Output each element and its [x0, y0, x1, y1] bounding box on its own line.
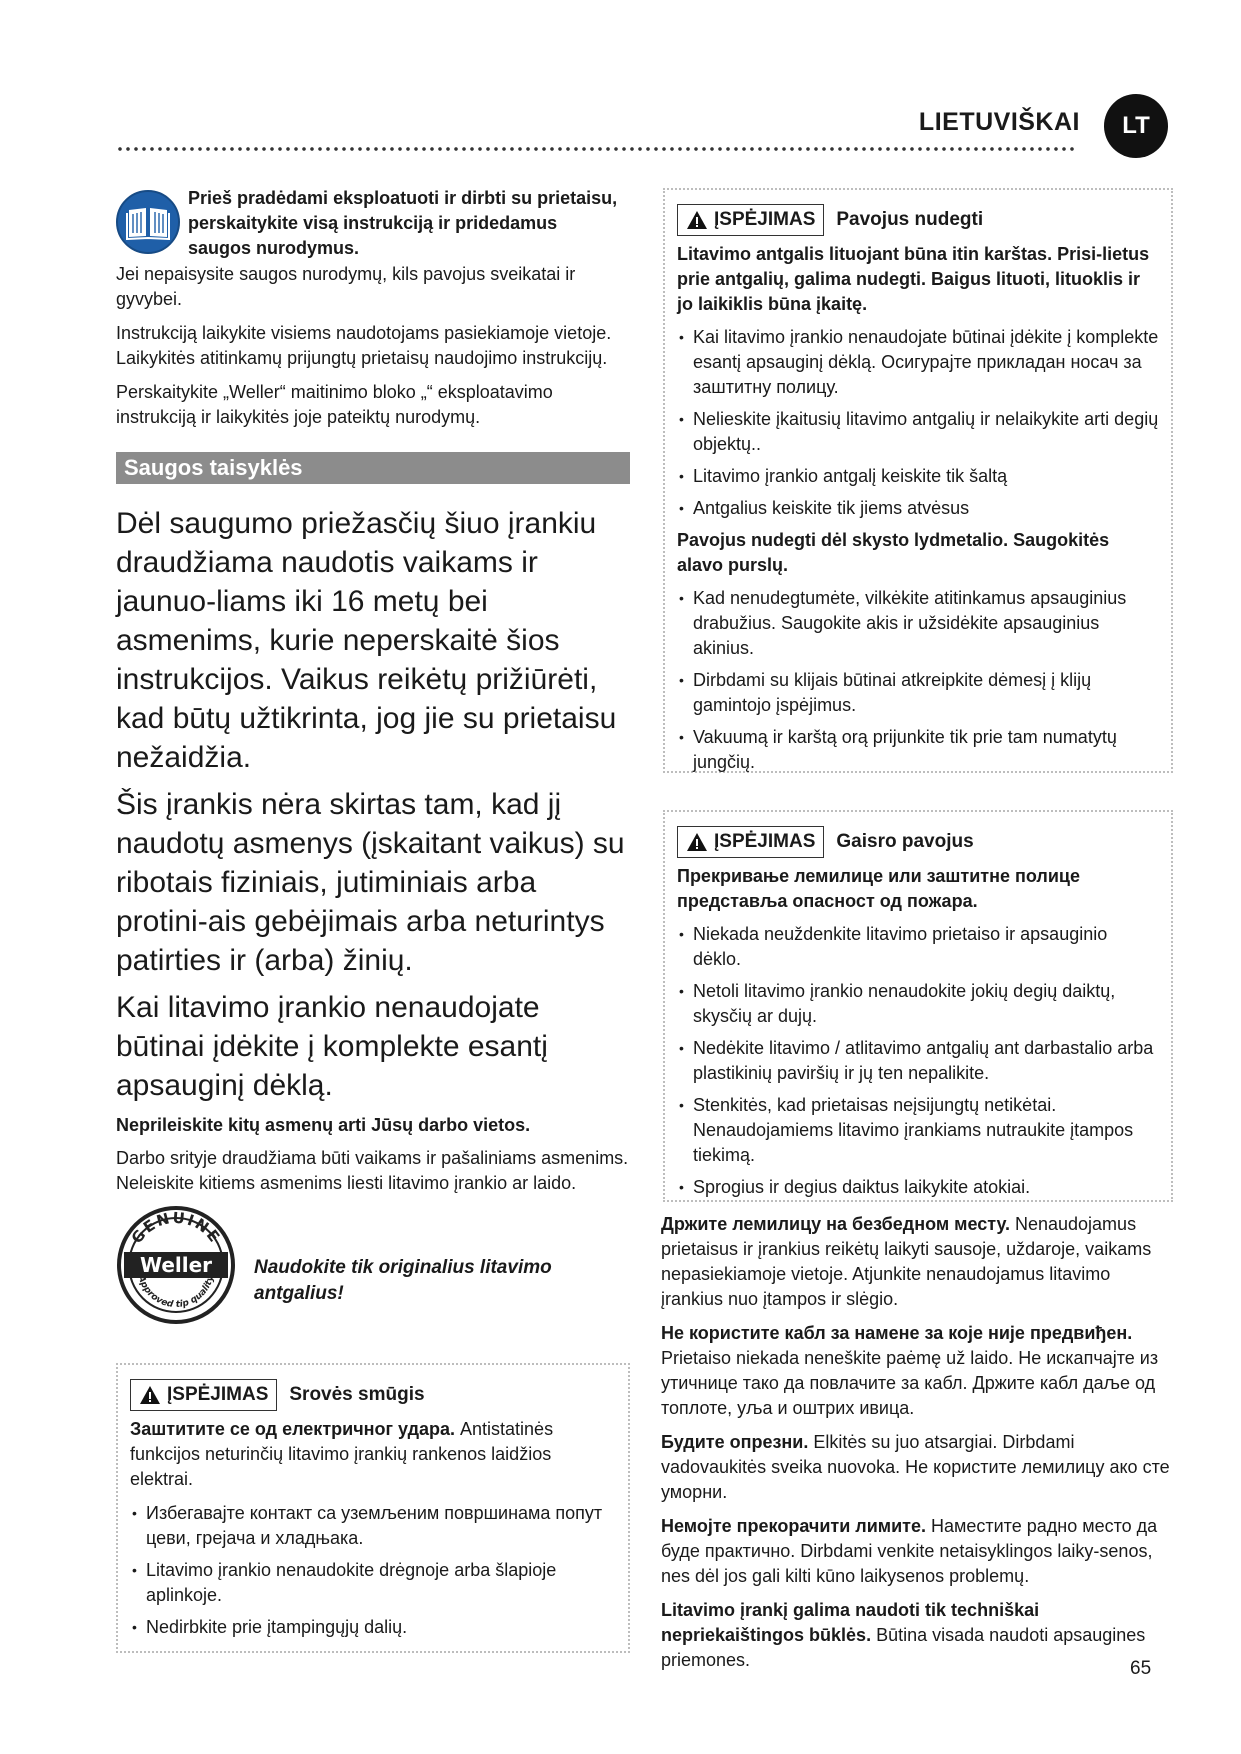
seal-bottom-text: Approved tip quality: [135, 1274, 217, 1311]
seal-top-text: GENUINE: [127, 1208, 225, 1247]
left-column: [116, 186, 630, 1653]
warning-title: Gaisro pavojus: [836, 831, 974, 852]
list-item: • Litavimo įrankio nenaudokite drėgnoje arba šlapioje aplinkoje.: [130, 1558, 616, 1608]
paragraph-bold: Будите опрезни.: [661, 1432, 809, 1452]
warning-list: [677, 325, 1159, 521]
list-item: • Litavimo įrankio antgalį keiskite tik šaltą: [677, 464, 1159, 489]
warning-label: [677, 204, 824, 236]
intro-paragraph-2: Instrukciją laikykite visiems naudotojams pasiekiamoje vietoje. Laikykitės atitinkamų prijungtų prietaisų naudojimo instrukcijų.: [116, 323, 612, 368]
seal-brand-text: Weller: [139, 1253, 213, 1277]
workplace-paragraph: Darbo srityje draudžiama būti vaikams ir pašaliniams asmenims. Neleiskite kitiems asmenims liesti litavimo įrankio ar laido.: [116, 1148, 629, 1193]
warning-title: Srovės smūgis: [289, 1384, 425, 1405]
paragraph-rest: Наместите радно место да буде практично. Dirbdami venkite netaisyklingos laiky-senos, nes dėl jos gali kilti kūno laikysenos problemų.: [661, 1516, 1158, 1586]
warning-label-text: ĮSPĖJIMAS: [167, 1384, 269, 1405]
genuine-tips-block: [116, 1205, 630, 1325]
warning-label: [130, 1379, 277, 1411]
warning-triangle-icon: [686, 210, 708, 230]
list-item: • Kad nenudegtumėte, vilkėkite atitinkamus apsauginius drabužius. Saugokite akis ir užsidėkite apsauginius akinius.: [677, 586, 1159, 661]
list-item: • Nelieskite įkaitusių litavimo antgalių ir nelaikykite arti degių objektų..: [677, 407, 1159, 457]
warning-box-electric-shock: [116, 1363, 630, 1653]
language-badge: LT: [1104, 94, 1168, 158]
warning-lead: Прекривање лемилице или заштитне полице представља опасност од пожара.: [677, 866, 1080, 911]
language-title: LIETUVIŠKAI: [918, 108, 1080, 136]
warning-triangle-icon: [139, 1385, 161, 1405]
list-item: • Kai litavimo įrankio nenaudojate būtinai įdėkite į komplekte esantį apsauginį dėklą. Осигурајте прикладан носач за заштитну полицу.: [677, 325, 1159, 400]
limits-paragraph: [661, 1514, 1173, 1589]
warning-lead-2: Pavojus nudegti dėl skysto lydmetalio. Saugokitės alavo purslų.: [677, 530, 1110, 575]
list-item: • Niekada neuždenkite litavimo prietaiso ir apsauginio dėklo.: [677, 922, 1159, 972]
safety-big-paragraph-1: Dėl saugumo priežasčių šiuo įrankiu draudžiama naudotis vaikams ir jaunuo-liams iki 16 metų bei asmenims, kurie neperskaitė šios instrukcijos. Vaikus reikėtų prižiūrėti, kad būtų užtikrinta, jog jie su prietaisu nežaidžia.: [116, 507, 617, 774]
warning-lead: [130, 1417, 616, 1492]
list-item: • Sprogius ir degius daiktus laikykite atokiai.: [677, 1175, 1159, 1200]
warning-label-text: ĮSPĖJIMAS: [714, 209, 816, 230]
safety-big-paragraph-3: Kai litavimo įrankio nenaudojate būtinai įdėkite į komplekte esantį apsauginį dėklą.: [116, 991, 548, 1102]
intro-block: [116, 186, 630, 256]
warning-lead-rest: Antistatinės funkcijos neturinčių litavimo įrankių rankenos laidžios elektrai.: [130, 1419, 554, 1489]
intro-paragraph-1: Jei nepaisysite saugos nurodymų, kils pavojus sveikatai ir gyvybei.: [116, 264, 576, 309]
paragraph-rest: Elkitės su juo atsargiai. Dirbdami vadovaukitės sveika nuovoka. Не користите лемилицу ако сте уморни.: [661, 1432, 1170, 1502]
warning-lead-bold: Заштитите се од електричног удара.: [130, 1419, 456, 1439]
paragraph-bold: Litavimo įrankį galima naudoti tik techniškai nepriekaištingos būklės.: [661, 1600, 1040, 1645]
warning-title: Pavojus nudegti: [836, 209, 984, 230]
warning-lead: Litavimo antgalis lituojant būna itin karštas. Prisi-lietus prie antgalių, galima nudegti. Baigus lituoti, lituoklis ir jo laikiklis būna įkaitę.: [677, 244, 1150, 314]
warning-box-fire: [663, 810, 1173, 1202]
warning-list: [677, 922, 1159, 1200]
warning-header: [677, 826, 1159, 858]
list-item: • Nedėkite litavimo / atlitavimo antgalių ant darbastalio arba plastikinių paviršių ir jų ten nepalikite.: [677, 1036, 1159, 1086]
warning-triangle-icon: [686, 832, 708, 852]
paragraph-rest: Prietaiso niekada neneškite paėmę už laido. Не искапчајте из утичнице тако да повлачите за кабл. Држите кабл даље од топлоте, уља и оштрих ивица.: [661, 1348, 1159, 1418]
list-item: • Stenkitės, kad prietaisas neįsijungtų netikėtai. Nenaudojamiems litavimo įrankiams nutraukite įtampos tiekimą.: [677, 1093, 1159, 1168]
storage-paragraph: [661, 1212, 1173, 1312]
list-item: • Vakuumą ir karštą orą prijunkite tik prie tam numatytų jungčių.: [677, 725, 1159, 775]
paragraph-rest: Būtina visada naudoti apsaugines priemones.: [661, 1625, 1146, 1670]
paragraph-bold: Немојте прекорачити лимите.: [661, 1516, 926, 1536]
paragraph-rest: Nenaudojamus prietaisus ir įrankius reikėtų laikyti sausoje, uždaroje, vaikams nepasiekiamoje vietoje. Atjunkite nenaudojamus litavimo įrankius nuo įtampos ir slėgio.: [661, 1214, 1152, 1309]
list-item: • Netoli litavimo įrankio nenaudokite jokių degių daiktų, skysčių ar dujų.: [677, 979, 1159, 1029]
workplace-heading: Neprileiskite kitų asmenų arti Jūsų darbo vietos.: [116, 1115, 531, 1135]
careful-paragraph: [661, 1430, 1173, 1505]
warning-list-2: [677, 586, 1159, 775]
section-heading-safety: Saugos taisyklės: [116, 452, 630, 484]
warning-box-burn: [663, 188, 1173, 773]
warning-header: [130, 1379, 616, 1411]
intro-bold-text: Prieš pradėdami eksploatuoti ir dirbti su prietaisu, perskaitykite visą instrukciją ir pridedamus saugos nurodymus.: [188, 188, 618, 258]
warning-header: [677, 204, 1159, 236]
paragraph-bold: Не користите кабл за намене за које није предвиђен.: [661, 1323, 1133, 1343]
header-dotted-divider: [116, 146, 1078, 152]
safety-big-paragraph-2: Šis įrankis nėra skirtas tam, kad jį naudotų asmenys (įskaitant vaikus) su ribotais fiziniais, jutiminiais arba protini-ais gebėjimais arba neturintys patirties ir (arba) žinių.: [116, 788, 625, 977]
book-icon: [116, 190, 180, 254]
genuine-weller-seal-icon: [116, 1205, 236, 1325]
list-item: • Nedirbkite prie įtampingųjų dalių.: [130, 1615, 616, 1640]
warning-list: [130, 1501, 616, 1640]
list-item: • Antgalius keiskite tik jiems atvėsus: [677, 496, 1159, 521]
warning-label-text: ĮSPĖJIMAS: [714, 831, 816, 852]
list-item: • Избегавајте контакт са уземљеним површинама попут цеви, грејача и хладњака.: [130, 1501, 616, 1551]
cable-paragraph: [661, 1321, 1173, 1421]
list-item: • Dirbdami su klijais būtinai atkreipkite dėmesį į klijų gamintojo įspėjimus.: [677, 668, 1159, 718]
genuine-tips-text: Naudokite tik originalius litavimo antgalius!: [254, 1257, 552, 1304]
paragraph-bold: Држите лемилицу на безбедном месту.: [661, 1214, 1010, 1234]
intro-paragraph-3: Perskaitykite „Weller“ maitinimo bloko „“ eksploatavimo instrukciją ir laikykitės joje pateiktų nurodymų.: [116, 382, 553, 427]
condition-paragraph: [661, 1598, 1173, 1673]
right-paragraphs: [661, 1212, 1173, 1682]
page-number: 65: [1130, 1658, 1152, 1679]
warning-label: [677, 826, 824, 858]
